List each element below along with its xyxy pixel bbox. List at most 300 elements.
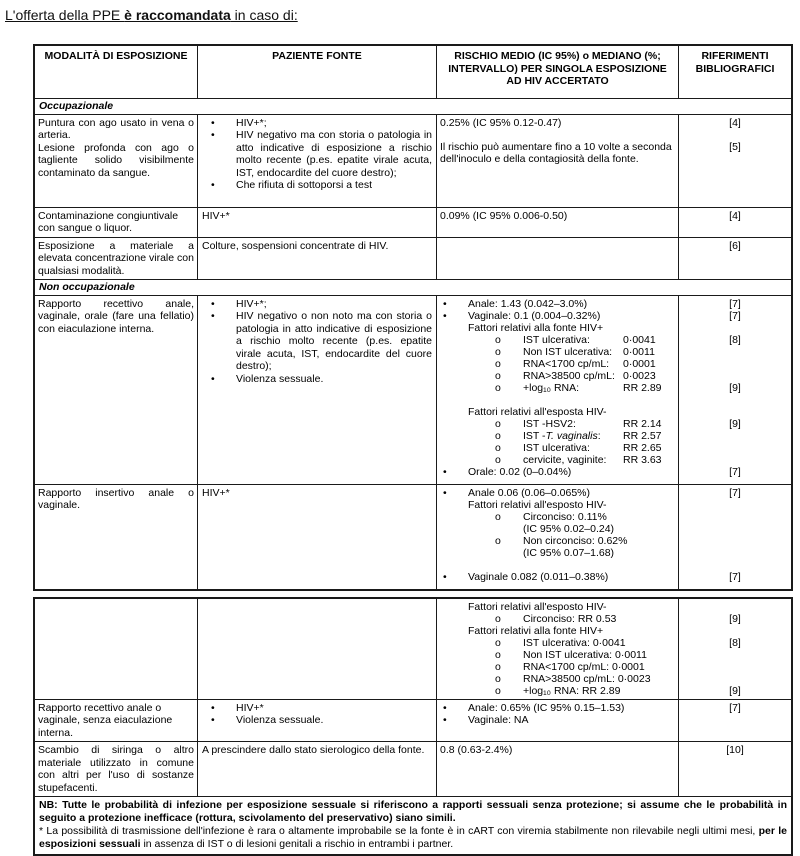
refs-cell [679, 700, 791, 742]
risk-value: 0·0011 [623, 346, 655, 358]
bullet-icon: • [201, 129, 236, 179]
table-row [35, 599, 791, 700]
indent-spacer [440, 661, 495, 673]
risk-label: Vaginale: NA [468, 714, 529, 726]
reference-label: [7] [682, 702, 788, 714]
bullet-icon: • [201, 179, 236, 192]
reference-label: [9] [682, 418, 788, 430]
risk-line-content [523, 511, 675, 523]
indent-spacer [440, 430, 495, 442]
reference-label: [9] [682, 613, 788, 625]
source-cell [198, 296, 437, 484]
source-bullet-item [201, 129, 433, 179]
indent-spacer [440, 418, 495, 430]
risk-line [440, 358, 675, 370]
reference-label [682, 523, 788, 535]
risk-label: Non circonciso: 0.62% [523, 535, 627, 547]
section-label: Occupazionale [35, 99, 791, 114]
risk-label: cervicite, vaginite: [523, 454, 623, 466]
risk-line [440, 129, 675, 141]
risk-line [440, 523, 675, 535]
risk-cell [437, 208, 679, 237]
indent-spacer [440, 511, 495, 523]
circle-icon: o [495, 685, 523, 697]
exposure-cell [35, 296, 198, 484]
risk-line-content [440, 129, 675, 141]
reference-label: [10] [682, 744, 788, 756]
risk-line-content [440, 210, 675, 222]
risk-label: (IC 95% 0.07–1.68) [523, 547, 614, 559]
reference-label [682, 430, 788, 442]
risk-label: IST ulcerativa: 0·0041 [523, 637, 626, 649]
source-bullet-text: Violenza sessuale. [236, 373, 433, 386]
risk-cell [437, 115, 679, 207]
source-text: HIV+* [201, 210, 433, 223]
exposure-text: Rapporto recettivo anale, vaginale, orale (fare una fellatio) con eiaculazione interna. [38, 298, 194, 336]
table-row [35, 238, 791, 281]
reference-label [682, 661, 788, 673]
risk-line [440, 559, 675, 571]
risk-line [440, 418, 675, 430]
refs-cell [679, 485, 791, 589]
risk-label: Circonciso: 0.11% [523, 511, 607, 523]
risk-value: RR 3.63 [623, 454, 662, 466]
risk-line [440, 298, 675, 310]
source-bullet-item [201, 702, 433, 715]
risk-line-content [523, 535, 675, 547]
risk-line [440, 601, 675, 613]
source-bullet-item [201, 117, 433, 130]
risk-line-content [523, 430, 675, 442]
reference-label [682, 649, 788, 661]
source-text: HIV+* [201, 487, 433, 500]
risk-label: +log₁₀ RNA: [523, 382, 623, 394]
risk-line [440, 394, 675, 406]
table-row [35, 485, 791, 589]
table-row [35, 208, 791, 238]
footer-segment: NB: Tutte le probabilità di infezione per esposizione sessuale si riferiscono a rapporti sessuali senza protezione; si assume che le probabilità in seguito a protezione inefficace (rottura, scivolamento del preservativo) siano simili. [39, 799, 787, 824]
risk-line-content [523, 370, 675, 382]
indent-spacer [440, 499, 468, 511]
reference-label [682, 511, 788, 523]
risk-line-content [440, 141, 675, 165]
risk-value: 0·0023 [623, 370, 656, 382]
source-text: Colture, sospensioni concentrate di HIV. [201, 240, 433, 253]
source-cell [198, 700, 437, 742]
header-rischio-medio: RISCHIO MEDIO (IC 95%) o MEDIANO (%; INTERVALLO) PER SINGOLA ESPOSIZIONE AD HIV ACCERTATO [437, 46, 679, 98]
risk-line-content [468, 499, 675, 511]
exposure-cell [35, 115, 198, 207]
risk-line-content [468, 714, 675, 726]
risk-cell [437, 700, 679, 742]
reference-label [682, 535, 788, 547]
risk-line [440, 613, 675, 625]
reference-label [682, 547, 788, 559]
risk-line-content [523, 358, 675, 370]
exposure-text: Contaminazione congiuntivale con sangue o liquor. [38, 210, 194, 235]
indent-spacer [440, 370, 495, 382]
reference-label [682, 346, 788, 358]
source-bullet-item [201, 373, 433, 386]
circle-icon: o [495, 511, 523, 523]
exposure-cell [35, 208, 198, 237]
refs-cell [679, 115, 791, 207]
source-bullet-text: Violenza sessuale. [236, 714, 433, 727]
indent-spacer [440, 406, 468, 418]
reference-label: [7] [682, 310, 788, 322]
risk-line-content [440, 240, 675, 252]
indent-spacer [440, 454, 495, 466]
risk-value: 0·0041 [623, 334, 656, 346]
footer-paragraph [39, 825, 787, 851]
bullet-icon: • [440, 298, 468, 310]
risk-line-content [468, 466, 675, 478]
risk-label: Fattori relativi all'esposto HIV- [468, 601, 607, 613]
risk-line [440, 382, 675, 394]
risk-label: Vaginale: 0.1 (0.004–0.32%) [468, 310, 600, 322]
circle-icon: o [495, 382, 523, 394]
indent-spacer [440, 535, 495, 547]
table-header-row [35, 46, 791, 99]
risk-label: RNA<1700 cp/mL: [523, 358, 623, 370]
source-bullet-item [201, 714, 433, 727]
reference-label [682, 601, 788, 613]
circle-icon: o [495, 358, 523, 370]
reference-label: [4] [682, 210, 788, 222]
reference-label [682, 499, 788, 511]
refs-cell [679, 238, 791, 280]
circle-icon: o [495, 430, 523, 442]
reference-label [682, 394, 788, 406]
bullet-icon: • [201, 714, 236, 727]
risk-label: IST ulcerativa: [523, 442, 623, 454]
risk-line [440, 744, 675, 756]
bullet-icon: • [201, 310, 236, 373]
indent-spacer [440, 625, 468, 637]
reference-label: [7] [682, 466, 788, 478]
risk-label: Circonciso: RR 0.53 [523, 613, 616, 625]
risk-line [440, 487, 675, 499]
risk-line-content [523, 346, 675, 358]
risk-line [440, 637, 675, 649]
reference-label [682, 406, 788, 418]
footer-note [35, 797, 791, 854]
indent-spacer [440, 547, 523, 559]
risk-line [440, 535, 675, 547]
source-bullet-text: HIV+*; [236, 117, 433, 130]
source-bullet-item [201, 179, 433, 192]
risk-line-content [440, 559, 675, 571]
reference-label: [6] [682, 240, 788, 252]
risk-label: Fattori relativi all'esposta HIV- [468, 406, 607, 418]
risk-line [440, 685, 675, 697]
risk-line-content [468, 310, 675, 322]
exposure-text: Esposizione a materiale a elevata concentrazione virale con qualsiasi modalità. [38, 240, 194, 278]
reference-label: [5] [682, 141, 788, 153]
reference-label [682, 673, 788, 685]
circle-icon: o [495, 454, 523, 466]
table-row [35, 296, 791, 485]
risk-label: RNA<1700 cp/mL: 0·0001 [523, 661, 645, 673]
indent-spacer [440, 523, 523, 535]
exposure-risk-table-continued [33, 597, 793, 856]
bullet-icon: • [201, 373, 236, 386]
risk-label: Vaginale 0.082 (0.011–0.38%) [468, 571, 608, 583]
risk-label: 0.25% (IC 95% 0.12-0.47) [440, 117, 561, 129]
risk-label: IST ulcerativa: [523, 334, 623, 346]
risk-line [440, 499, 675, 511]
risk-line-content [468, 702, 675, 714]
risk-label: +log₁₀ RNA: RR 2.89 [523, 685, 620, 697]
source-bullet-text: HIV negativo ma con storia o patologia in atto indicative di esposizione a rischio molto recente (p.es. epatite virale acuta, IST, endocardite del cuore destro); [236, 129, 433, 179]
risk-line-content [523, 442, 675, 454]
risk-line [440, 117, 675, 129]
risk-line-content [440, 744, 675, 756]
exposure-text: Rapporto insertivo anale o vaginale. [38, 487, 194, 512]
reference-label: [8] [682, 334, 788, 346]
reference-label [682, 714, 788, 726]
reference-label: [7] [682, 298, 788, 310]
source-bullet-item [201, 298, 433, 311]
bullet-icon: • [440, 571, 468, 583]
indent-spacer [440, 334, 495, 346]
circle-icon: o [495, 673, 523, 685]
indent-spacer [440, 358, 495, 370]
indent-spacer [440, 442, 495, 454]
risk-line-content [468, 322, 675, 334]
risk-label: Fattori relativi all'esposto HIV- [468, 499, 607, 511]
risk-label: Non IST ulcerativa: [523, 346, 623, 358]
circle-icon: o [495, 649, 523, 661]
risk-line [440, 442, 675, 454]
footer-segment: per le esposizioni sessuali [39, 825, 787, 850]
risk-line-content [468, 625, 675, 637]
section-row [35, 99, 791, 115]
circle-icon: o [495, 613, 523, 625]
risk-label-segment: : [598, 430, 601, 442]
risk-line [440, 240, 675, 252]
indent-spacer [440, 685, 495, 697]
risk-label: Anale: 1.43 (0.042–3.0%) [468, 298, 587, 310]
risk-line [440, 430, 675, 442]
indent-spacer [440, 346, 495, 358]
footer-segment: in assenza di IST o di lesioni genitali a rischio in entrambi i partner. [141, 838, 454, 850]
risk-line-content [523, 685, 675, 697]
risk-line [440, 322, 675, 334]
risk-label: Fattori relativi alla fonte HIV+ [468, 625, 603, 637]
risk-line [440, 141, 675, 165]
risk-line-content [523, 613, 675, 625]
source-bullet-text: Che rifiuta di sottoporsi a test [236, 179, 433, 192]
risk-label: Orale: 0.02 (0–0.04%) [468, 466, 571, 478]
risk-label-segment: T. vaginalis [546, 430, 598, 442]
source-cell [198, 742, 437, 796]
source-bullet-item [201, 310, 433, 373]
risk-value: RR 2.65 [623, 442, 662, 454]
reference-label [682, 358, 788, 370]
risk-line [440, 714, 675, 726]
footer-paragraph [39, 799, 787, 825]
exposure-cell [35, 700, 198, 742]
reference-label [682, 454, 788, 466]
exposure-cell [35, 238, 198, 280]
exposure-text: Scambio di siringa o altro materiale utilizzato in comune con altri per l'uso di sostanze stupefacenti. [38, 744, 194, 794]
indent-spacer [440, 601, 468, 613]
risk-line [440, 346, 675, 358]
risk-line [440, 661, 675, 673]
risk-line [440, 334, 675, 346]
risk-line-content [523, 547, 675, 559]
refs-cell [679, 599, 791, 699]
risk-label: Anale 0.06 (0.06–0.065%) [468, 487, 590, 499]
exposure-text: Rapporto recettivo anale o vaginale, senza eiaculazione interna. [38, 702, 194, 740]
footer-segment: * La possibilità di trasmissione dell'infezione è rara o altamente improbabile se la fonte è in cART con viremia stabilmente non rilevabile negli ultimi mesi, [39, 825, 759, 837]
risk-cell [437, 742, 679, 796]
risk-label: 0.8 (0.63-2.4%) [440, 744, 512, 756]
risk-line [440, 454, 675, 466]
exposure-text: Lesione profonda con ago o tagliente solido visibilmente contaminato da sangue. [38, 142, 194, 180]
refs-cell [679, 296, 791, 484]
reference-label: [4] [682, 117, 788, 129]
source-cell [198, 115, 437, 207]
risk-line-content [468, 406, 675, 418]
bullet-icon: • [440, 466, 468, 478]
risk-cell [437, 599, 679, 699]
risk-line [440, 406, 675, 418]
risk-line-content [523, 523, 675, 535]
header-modalita-esposizione: MODALITÀ DI ESPOSIZIONE [35, 46, 198, 98]
risk-line [440, 571, 675, 583]
exposure-cell [35, 485, 198, 589]
risk-line-content [523, 382, 675, 394]
risk-value: RR 2.57 [623, 430, 662, 442]
risk-line-content [523, 334, 675, 346]
table-row [35, 700, 791, 743]
exposure-cell [35, 742, 198, 796]
risk-line [440, 310, 675, 322]
source-bullet-text: HIV+* [236, 702, 433, 715]
reference-label: [9] [682, 685, 788, 697]
bullet-icon: • [440, 714, 468, 726]
circle-icon: o [495, 535, 523, 547]
risk-line-content [468, 601, 675, 613]
risk-line-content [523, 454, 675, 466]
circle-icon: o [495, 442, 523, 454]
indent-spacer [440, 637, 495, 649]
circle-icon: o [495, 334, 523, 346]
risk-line-content [440, 117, 675, 129]
risk-line [440, 702, 675, 714]
risk-line-content [468, 487, 675, 499]
header-riferimenti-bibliografici: RIFERIMENTI BIBLIOGRAFICI [679, 46, 791, 98]
risk-label [523, 430, 623, 442]
source-cell [198, 238, 437, 280]
risk-label: (IC 95% 0.02–0.24) [523, 523, 614, 535]
risk-label: Anale: 0.65% (IC 95% 0.15–1.53) [468, 702, 624, 714]
reference-label [682, 129, 788, 141]
risk-line-content [523, 661, 675, 673]
risk-line [440, 370, 675, 382]
risk-line-content [468, 571, 675, 583]
section-label: Non occupazionale [35, 280, 791, 295]
source-text: A prescindere dallo stato sierologico della fonte. [201, 744, 433, 757]
reference-label: [7] [682, 487, 788, 499]
reference-label [682, 442, 788, 454]
risk-cell [437, 296, 679, 484]
circle-icon: o [495, 346, 523, 358]
circle-icon: o [495, 418, 523, 430]
risk-line [440, 466, 675, 478]
source-bullet-text: HIV negativo o non noto ma con storia o patologia in atto indicative di esposizione a rischio molto recente (p.es. epatite virale acuta, IST, endocardite del cuore destro); [236, 310, 433, 373]
page [0, 7, 800, 838]
risk-line-content [468, 298, 675, 310]
risk-line-content [523, 637, 675, 649]
source-cell [198, 485, 437, 589]
risk-cell [437, 485, 679, 589]
exposure-cell [35, 599, 198, 699]
source-cell [198, 208, 437, 237]
risk-line-content [523, 418, 675, 430]
bullet-icon: • [440, 487, 468, 499]
circle-icon: o [495, 370, 523, 382]
page-title [5, 7, 800, 23]
risk-line [440, 210, 675, 222]
bullet-icon: • [440, 702, 468, 714]
exposure-text: Puntura con ago usato in vena o arteria. [38, 117, 194, 142]
indent-spacer [440, 673, 495, 685]
risk-line-content [523, 673, 675, 685]
refs-cell [679, 208, 791, 237]
risk-cell [437, 238, 679, 280]
risk-label: RNA>38500 cp/mL: 0·0023 [523, 673, 651, 685]
section-row [35, 280, 791, 296]
risk-line [440, 649, 675, 661]
circle-icon: o [495, 661, 523, 673]
title-segment-bold: è raccomandata [124, 7, 231, 23]
source-cell [198, 599, 437, 699]
source-bullet-text: HIV+*; [236, 298, 433, 311]
reference-label [682, 625, 788, 637]
reference-label: [8] [682, 637, 788, 649]
risk-value: RR 2.14 [623, 418, 662, 430]
risk-value: RR 2.89 [623, 382, 662, 394]
risk-label: Non IST ulcerativa: 0·0011 [523, 649, 647, 661]
risk-label: RNA>38500 cp/mL: [523, 370, 623, 382]
risk-line-content [440, 394, 675, 406]
title-segment: in caso di: [231, 7, 298, 23]
indent-spacer [440, 613, 495, 625]
reference-label: [9] [682, 382, 788, 394]
risk-label: 0.09% (IC 95% 0.006-0.50) [440, 210, 567, 222]
bullet-icon: • [201, 298, 236, 311]
reference-label [682, 322, 788, 334]
risk-line [440, 547, 675, 559]
indent-spacer [440, 322, 468, 334]
refs-cell [679, 742, 791, 796]
table-row [35, 742, 791, 797]
reference-label [682, 370, 788, 382]
reference-label [682, 559, 788, 571]
bullet-icon: • [201, 117, 236, 130]
risk-line [440, 673, 675, 685]
risk-value: 0·0001 [623, 358, 656, 370]
risk-label-segment: IST - [523, 430, 546, 442]
indent-spacer [440, 382, 495, 394]
exposure-risk-table [33, 44, 793, 591]
header-paziente-fonte: PAZIENTE FONTE [198, 46, 437, 98]
circle-icon: o [495, 637, 523, 649]
risk-line [440, 511, 675, 523]
